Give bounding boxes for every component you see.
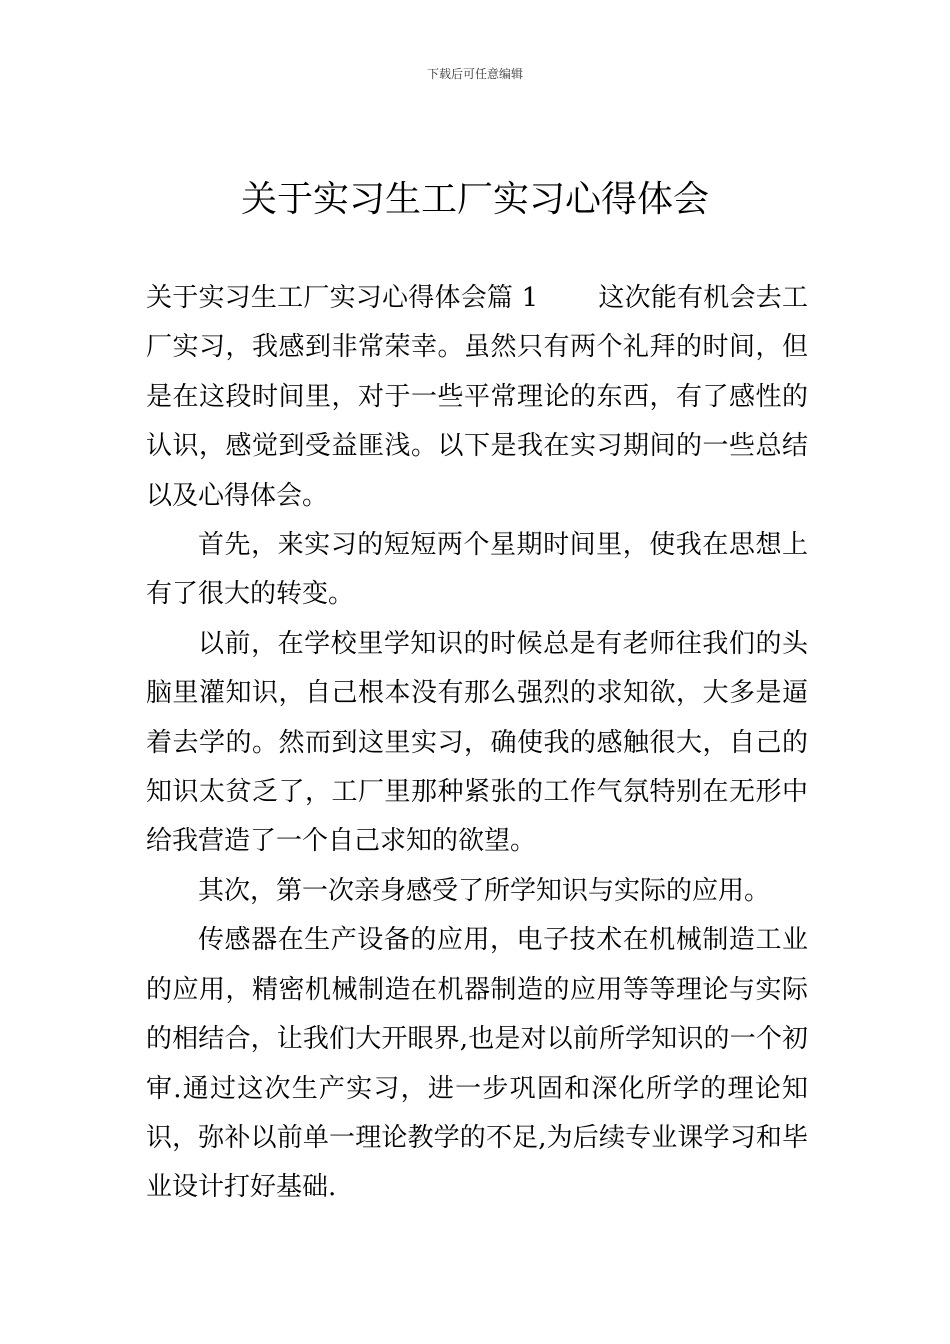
- intro-paragraph: [146, 274, 808, 521]
- body-paragraph-1: 首先，来实习的短短两个星期时间里，使我在思想上有了很大的转变。: [146, 530, 808, 610]
- document-body: [146, 274, 808, 1213]
- body-paragraph-2: 以前，在学校里学知识的时候总是有老师往我们的头脑里灌知识，自己根本没有那么强烈的求知欲，大多是逼着去学的。然而到这里实习，确使我的感触很大，自己的知识太贫乏了，工厂里那种紧张的工作气氛特别在无形中给我营造了一个自己求知的欲望。: [146, 628, 808, 857]
- body-paragraph-3: 其次，第一次亲身感受了所学知识与实际的应用。: [198, 875, 771, 906]
- intro-heading: 关于实习生工厂实习心得体会篇 1: [146, 283, 539, 313]
- header-note: 下载后可任意编辑: [426, 67, 523, 81]
- intro-text: 这次能有机会去工厂实习，我感到非常荣幸。虽然只有两个礼拜的时间，但是在这段时间里，对于一些平常理论的东西，有了感性的认识，感觉到受益匪浅。以下是我在实习期间的一些总结以及心得体会。: [146, 283, 808, 511]
- body-paragraph-4: 传感器在生产设备的应用，电子技术在机械制造工业的应用，精密机械制造在机器制造的应用等等理论与实际的相结合，让我们大开眼界,也是对以前所学知识的一个初审.通过这次生产实习，进一步巩固和深化所学的理论知识，弥补以前单一理论教学的不足,为后续专业课学习和毕业设计打好基础.: [146, 925, 808, 1203]
- document-title: 关于实习生工厂实习心得体会: [240, 179, 709, 220]
